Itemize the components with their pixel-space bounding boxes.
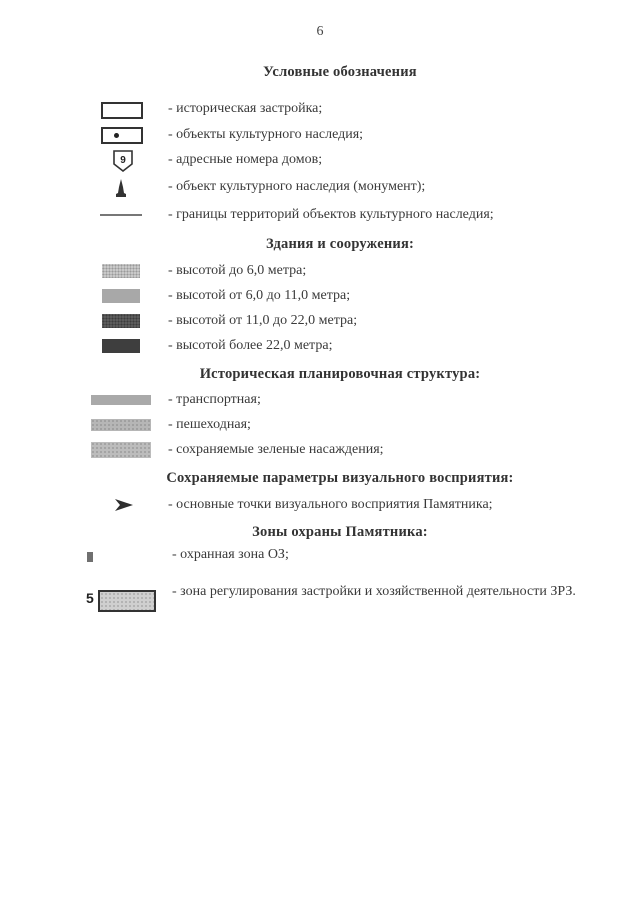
legend-label: - высотой до 6,0 метра; [168,263,307,278]
height-up-to-6-swatch [102,264,140,278]
monument-icon [115,179,127,197]
transport-swatch [91,395,151,405]
legend-label: - основные точки визуального восприятия Памятника; [168,497,493,512]
legend-label: - высотой от 11,0 до 22,0 метра; [168,313,358,328]
legend-label: - зона регулирования застройки и хозяйственной деятельности ЗРЗ. [172,584,576,599]
page-number: 6 [316,24,324,39]
legend-title: Условные обозначения [263,64,417,80]
boundary-line-icon [100,214,142,216]
protection-zone-swatch [87,552,93,562]
structure-row [0,441,640,465]
legend-label: - объект культурного наследия (монумент); [168,179,426,194]
buildings-title: Здания и сооружения: [265,236,415,252]
legend-label: - историческая застройка; [168,101,323,116]
building-height-row [0,287,640,311]
legend-item-historic [0,102,640,126]
legend-label: - адресные номера домов; [168,152,323,167]
legend-label: - высотой от 6,0 до 11,0 метра; [168,288,351,303]
pedestrian-swatch [91,419,151,431]
visual-row [0,496,640,520]
legend-label: - охранная зона ОЗ; [172,547,289,562]
structure-title: Историческая планировочная структура: [199,366,481,382]
legend-label: - транспортная; [168,392,261,407]
legend-label: - пешеходная; [168,417,251,432]
building-height-row [0,262,640,286]
zone-number: 5 [86,590,94,606]
legend-label: - объекты культурного наследия; [168,127,364,142]
legend-label: - высотой более 22,0 метра; [168,338,333,353]
height-6-11-swatch [102,289,140,303]
heritage-object-icon [101,127,143,144]
house-number-text: 9 [120,155,126,166]
zone-row [0,546,640,570]
zone-row [0,584,640,608]
structure-row [0,391,640,415]
legend-label: - сохраняемые зеленые насаждения; [168,442,384,457]
green-plantings-swatch [91,442,151,458]
structure-row [0,416,640,440]
historic-building-icon [101,102,143,119]
legend-label: - границы территорий объектов культурного наследия; [168,207,494,222]
house-number-shield-icon [112,150,134,172]
arrow-icon [115,499,133,511]
zones-title: Зоны охраны Памятника: [252,524,428,540]
building-height-row [0,337,640,361]
legend-item-house-number [0,150,640,174]
regulation-zone-swatch [98,590,156,612]
building-height-row [0,312,640,336]
legend-item-monument [0,178,640,202]
height-over-22-swatch [102,339,140,353]
legend-item-boundary [0,206,640,230]
visual-title: Сохраняемые параметры визуального восприятия: [166,470,514,486]
legend-item-heritage [0,126,640,150]
height-11-22-swatch [102,314,140,328]
